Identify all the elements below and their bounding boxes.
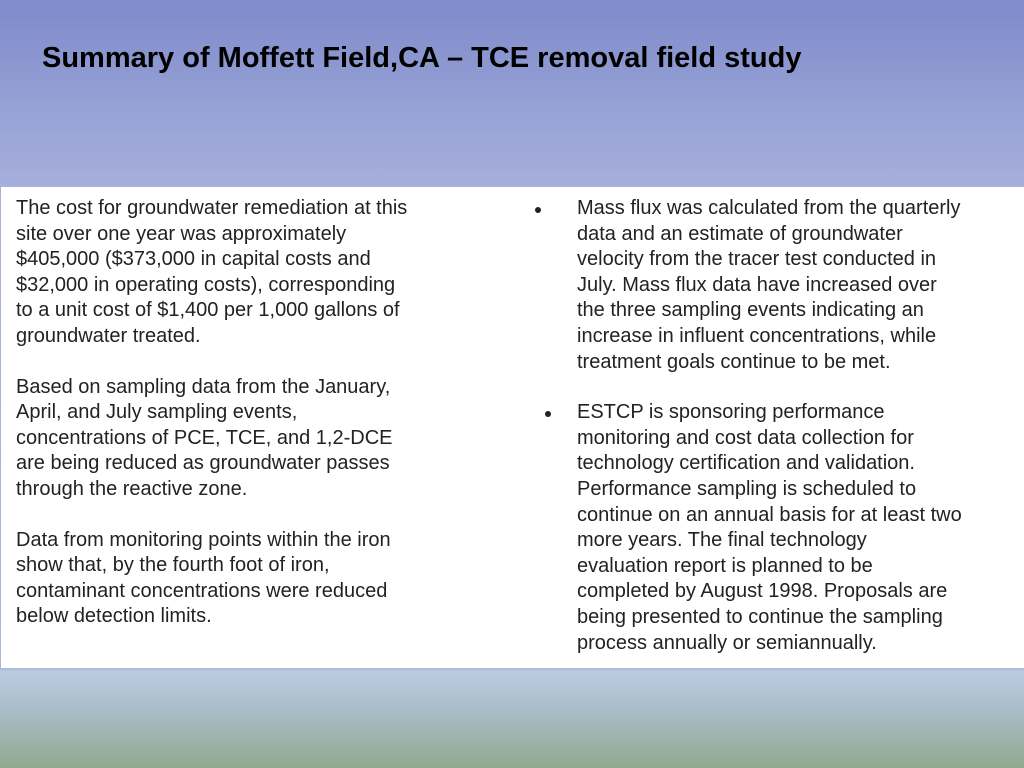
cost-paragraph: The cost for groundwater remediation at this site over one year was approximately $405,000 ($373,000 in capital costs and $32,000 in operating costs), corresponding to a unit cost of $1,400 per 1,000 gallons of groundwater treated. bbox=[16, 197, 408, 347]
bullet-icon bbox=[545, 411, 551, 417]
bullet-text: Mass flux was calculated from the quarterly data and an estimate of groundwater velocity from the tracer test conducted in July. Mass flux data have increased over the three sampling events indicating an increase in influent concentrations, while treatment goals continue to be met. bbox=[577, 197, 961, 373]
monitoring-paragraph: Data from monitoring points within the iron show that, by the fourth foot of iron, contaminant concentrations were reduced below detection limits. bbox=[16, 528, 391, 628]
bullet-item-mass-flux bbox=[531, 196, 1019, 375]
right-column bbox=[531, 196, 1019, 656]
left-column bbox=[16, 196, 486, 630]
sampling-paragraph: Based on sampling data from the January, April, and July sampling events, concentrations of PCE, TCE, and 1,2-DCE are being reduced as groundwater passes through the reactive zone. bbox=[16, 375, 393, 500]
bullet-icon bbox=[535, 207, 541, 213]
content-panel bbox=[1, 187, 1024, 668]
slide-title: Summary of Moffett Field,CA – TCE removal field study bbox=[42, 42, 802, 74]
bullet-item-estcp bbox=[531, 400, 1019, 656]
bullet-text: ESTCP is sponsoring performance monitoring and cost data collection for technology certification and validation. Performance sampling is scheduled to continue on an annual basis for at least two more years. The final technology evaluation report is planned to be completed by August 1998. Proposals are being presented to continue the sampling process annually or semiannually. bbox=[577, 401, 962, 654]
